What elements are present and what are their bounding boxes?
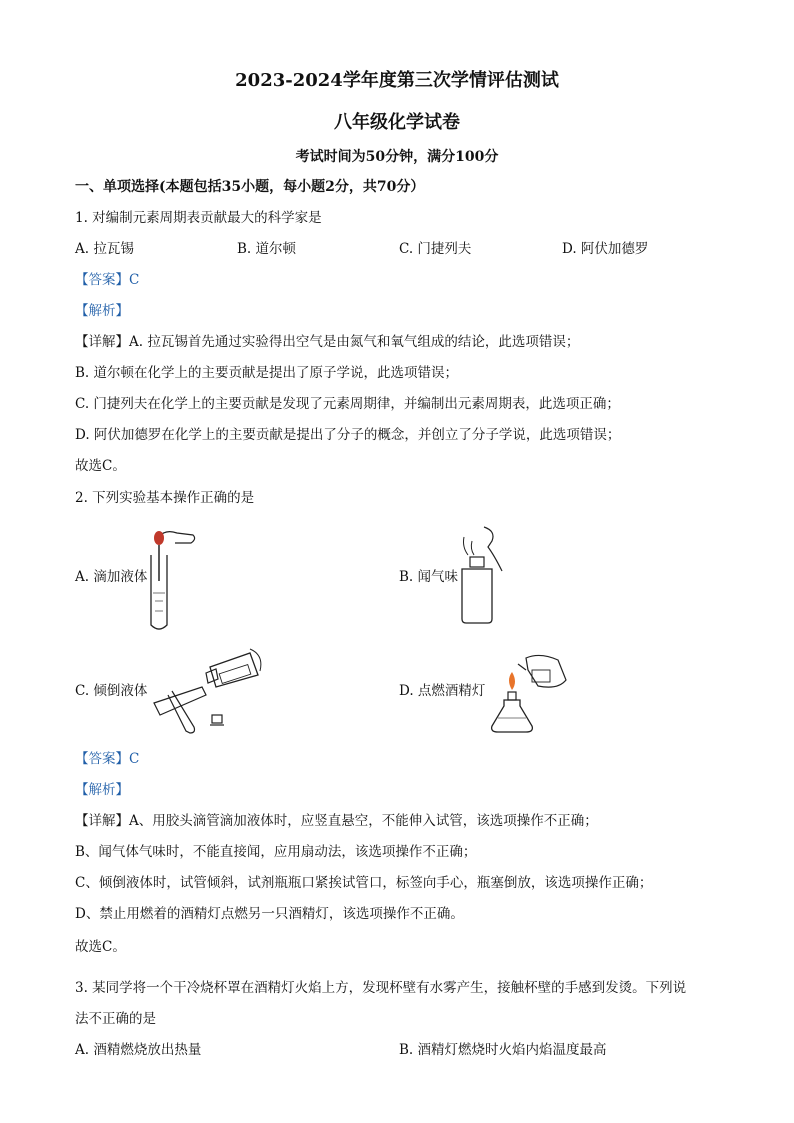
exam-subtitle: 八年级化学试卷	[334, 112, 460, 133]
q3-option-a: A. 酒精燃烧放出热量	[75, 1042, 202, 1058]
q1-analysis-tag: 【解析】	[75, 303, 129, 319]
q2-option-c: C. 倾倒液体	[75, 683, 148, 699]
q2-conclusion: 故选C。	[75, 939, 126, 955]
q1-option-d: D. 阿伏加德罗	[562, 241, 649, 257]
q1-detail-tag: 【详解】	[75, 334, 129, 350]
q1-option-b: B. 道尔顿	[237, 241, 297, 257]
q1-detail-text-1: A. 拉瓦锡首先通过实验得出空气是由氮气和氧气组成的结论，此选项错误；	[129, 334, 580, 350]
lighting-alcohol-lamp-figure	[488, 652, 574, 736]
q1-answer: 【答案】C	[75, 272, 140, 288]
exam-title: 2023-2024学年度第三次学情评估测试	[235, 70, 559, 91]
pouring-liquid-figure	[150, 645, 268, 737]
q1-detail-line-3: C. 门捷列夫在化学上的主要贡献是发现了元素周期律，并编制出元素周期表，此选项正确；	[75, 396, 620, 412]
q3-stem-line-2: 法不正确的是	[75, 1011, 156, 1027]
q2-answer: 【答案】C	[75, 751, 140, 767]
q1-detail-line-4: D. 阿伏加德罗在化学上的主要贡献是提出了分子的概念，并创立了分子学说，此选项错误；	[75, 427, 621, 443]
q2-detail-line-1	[75, 812, 598, 830]
q1-stem: 1. 对编制元素周期表贡献最大的科学家是	[75, 210, 322, 226]
q3-stem-line-1: 3. 某同学将一个干冷烧杯罩在酒精灯火焰上方，发现杯壁有水雾产生，接触杯壁的手感到发烫。下列说	[75, 980, 687, 996]
smelling-bottle-figure	[456, 525, 512, 625]
q2-detail-line-3: C、倾倒液体时，试管倾斜，试剂瓶瓶口紧挨试管口，标签向手心，瓶塞倒放，该选项操作正确；	[75, 875, 653, 891]
q2-detail-line-4: D、禁止用燃着的酒精灯点燃另一只酒精灯，该选项操作不正确。	[75, 906, 464, 922]
q2-detail-line-2: B、闻气体气味时，不能直接闻，应用扇动法，该选项操作不正确；	[75, 844, 477, 860]
q2-stem: 2. 下列实验基本操作正确的是	[75, 490, 255, 506]
q1-option-c: C. 门捷列夫	[399, 241, 472, 257]
q2-detail-text-1: A、用胶头滴管滴加液体时，应竖直悬空，不能伸入试管，该选项操作不正确；	[129, 813, 598, 829]
q3-option-b: B. 酒精灯燃烧时火焰内焰温度最高	[399, 1042, 607, 1058]
q2-detail-tag: 【详解】	[75, 813, 129, 829]
q2-option-a: A. 滴加液体	[75, 569, 148, 585]
q1-detail-line-1	[75, 333, 579, 351]
dropper-test-tube-figure	[145, 525, 205, 635]
exam-info: 考试时间为50分钟，满分100分	[295, 149, 499, 165]
q2-option-b: B. 闻气味	[399, 569, 459, 585]
q2-option-d: D. 点燃酒精灯	[399, 683, 486, 699]
q1-option-a: A. 拉瓦锡	[75, 241, 134, 257]
section-heading: 一、单项选择(本题包括35小题，每小题2分，共70分）	[75, 179, 425, 195]
q1-detail-line-2: B. 道尔顿在化学上的主要贡献是提出了原子学说，此选项错误；	[75, 365, 459, 381]
q2-analysis-tag: 【解析】	[75, 782, 129, 798]
q1-conclusion: 故选C。	[75, 458, 126, 474]
